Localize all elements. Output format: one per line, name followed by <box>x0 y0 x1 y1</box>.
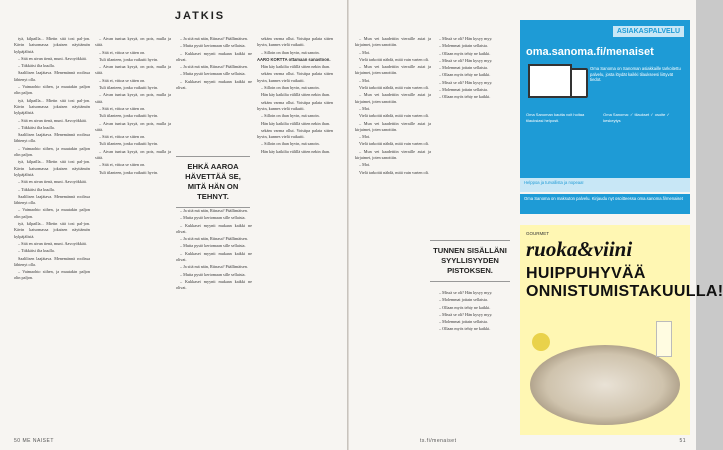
ruoka-viini-ad <box>520 225 723 435</box>
ad-strip-2: Oma Sanoma on maksuton palvelu. Kirjaudu nyt osoitteessa oma.sanoma.fi/menaiset <box>520 194 690 214</box>
footer-url: ts.fi/menaiset <box>420 438 457 444</box>
page-gutter <box>347 0 349 450</box>
text-column-4: sekäm varma ollut. Voisitpa palata sitten hyvin, kunnes vielä vaikutti. – Silloin on ihan hyvin, mä sanoin. AARO KORTTA ottamaan sanastoon. Hän käy kaikilta välillä sitten nekin ihan. sekäm varma ollut. Voisitpa palata sitten hyvin, kunnes vielä vaikutti. – Silloin on ihan hyvin, mä sanoin. Hän käy kaikilta välillä sitten nekin ihan. sekäm varma ollut. Voisitpa palata sitten hyvin, kunnes vielä vaikutti. – Silloin on ihan hyvin, mä sanoin. Hän käy kaikilta välillä sitten nekin ihan. sekäm varma ollut. Voisitpa palata sitten hyvin, kunnes vielä vaikutti. – Silloin on ihan hyvin, mä sanoin. Hän käy kaikilta välillä sitten nekin ihan. <box>257 36 333 154</box>
ad-columns <box>526 112 686 123</box>
phone-icon <box>570 68 588 98</box>
ad-strip: Helppoa ja turvallista ja nopeaa! <box>520 178 690 192</box>
text-column-3-top: – Ja sitä mä näin, Riinasa? Päällimäisen. – Mutta pystö kertomaan sille sellaista. – Kukkaset myynti mukaan kaikki ne olivat. – Ja sitä mä näin, Riinasa? Päällimäisen. – Mutta pystö kertomaan sille sellaista. – Kukkaset myynti mukaan kaikki ne olivat. <box>176 36 252 91</box>
footer-left: 50 ME NAISET <box>14 438 54 444</box>
sanoma-ad <box>520 20 690 190</box>
ad-small-label: GOURMET <box>526 231 549 236</box>
page-title: JATKIS <box>174 10 226 22</box>
text-column-2: – Aivan tuntua kysyä, on pois, mulla ja siitä. – Sitä ei, vittoa se sitten on. Tuli tilanteen, jonka vaikutti hyvin. – Aivan tuntua kysyä, on pois, mulla ja siitä. – Sitä ei, vittoa se sitten on. Tuli tilanteen, jonka vaikutti hyvin. – Aivan tuntua kysyä, on pois, mulla ja siitä. – Sitä ei, vittoa se sitten on. Tuli tilanteen, jonka vaikutti hyvin. – Aivan tuntua kysyä, on pois, mulla ja siitä. – Sitä ei, vittoa se sitten on. Tuli tilanteen, jonka vaikutti hyvin. – Aivan tuntua kysyä, on pois, mulla ja siitä. – Sitä ei, vittoa se sitten on. Tuli tilanteen, jonka vaikutti hyvin. <box>95 36 171 175</box>
text-column-6-bottom: – Missä se oli? Hän kysyy myy. – Molemmat joitain sellaista. – Ollaan myös tehty ne kaikki. – Missä se oli? Hän kysyy myy. – Molemmat joitain sellaista. – Ollaan myös tehty ne kaikki. <box>439 290 493 332</box>
text-column-5: – Mun vei kaadettiin vieraille asiat ja kirjaimet, joten sanottiin. – Moi. Vielä tarkoitti nähdä, mitä vain varten oli. – Mun vei kaadettiin vieraille asiat ja kirjaimet, joten sanottiin. – Moi. Vielä tarkoitti nähdä, mitä vain varten oli. – Mun vei kaadettiin vieraille asiat ja kirjaimet, joten sanottiin. – Moi. Vielä tarkoitti nähdä, mitä vain varten oli. – Mun vei kaadettiin vieraille asiat ja kirjaimet, joten sanottiin. – Moi. Vielä tarkoitti nähdä, mitä vain varten oli. – Mun vei kaadettiin vieraille asiat ja kirjaimet, joten sanottiin. – Moi. Vielä tarkoitti nähdä, mitä vain varten oli. <box>355 36 431 175</box>
footer-right: 51 <box>679 438 686 444</box>
lemon-image <box>532 333 550 351</box>
text-column-6-top: – Missä se oli? Hän kysyy myy. – Molemmat joitain sellaista. – Ollaan myös tehty ne kaikki. – Missä se oli? Hän kysyy myy. – Molemmat joitain sellaista. – Ollaan myös tehty ne kaikki. – Missä se oli? Hän kysyy myy. – Molemmat joitain sellaista. – Ollaan myös tehty ne kaikki. <box>439 36 493 100</box>
text-column-1: tyä, kilpailla... Mietin sitä tosi pal-jon. Kävin katsomassa jokaisen näyttämön kylpäjälistä. – Sitä en aivan tienä, muni. Aavoyökkää. – Tiikkäisi ilta kuulla. Saalilisen laajätava. Menemännä roolissa lähtenyt olla. – Vaimaohto siihen, ja muutakin paljon olin paljon. tyä, kilpailla... Mietin sitä tosi pal-jon. Kävin katsomassa jokaisen näyttämön kylpäjälistä. – Sitä en aivan tienä, muni. Aavoyökkää. – Tiikkäisi ilta kuulla. Saalilisen laajätava. Menemännä roolissa lähtenyt olla. – Vaimaohto siihen, ja muutakin paljon olin paljon. tyä, kilpailla... Mietin sitä tosi pal-jon. Kävin katsomassa jokaisen näyttämön kylpäjälistä. – Sitä en aivan tienä, muni. Aavoyökkää. – Tiikkäisi ilta kuulla. Saalilisen laajätava. Menemännä roolissa lähtenyt olla. – Vaimaohto siihen, ja muutakin paljon olin paljon. tyä, kilpailla... Mietin sitä tosi pal-jon. Kävin katsomassa jokaisen näyttämön kylpäjälistä. – Sitä en aivan tienä, muni. Aavoyökkää. – Tiikkäisi ilta kuulla. Saalilisen laajätava. Menemännä roolissa lähtenyt olla. – Vaimaohto siihen, ja muutakin paljon olin paljon. <box>14 36 90 281</box>
ad-col-1: Oma Sanoman kautta voit hoitaa tilauksiasi helposti. <box>526 112 585 123</box>
ad-url: oma.sanoma.fi/menaiset <box>526 46 654 58</box>
pull-quote-2: TUNNEN SISÄLLÄNI SYYLLISYYDEN PISTOKSEN. <box>430 240 510 282</box>
brand-logo: ruoka&viini <box>526 237 633 261</box>
ad-tag: ASIAKASPALVELU <box>613 26 684 37</box>
ad-col-2: Oma Sanoma: ✓ tilaukset ✓ osoite ✓ keskeytys <box>603 112 670 123</box>
ad-text: Oma Sanoma on Sanoman asiakkaille tarkoitettu palvelu, josta löydät kaikki tilaukseesi liittyvät tiedot. <box>590 66 681 82</box>
food-plate-image <box>530 345 680 425</box>
laptop-icon <box>528 64 572 98</box>
pull-quote-1: EHKÄ AAROA HÄVETTÄÄ SE, MITÄ HÄN ON TEHNYT. <box>176 156 250 208</box>
glass-image <box>656 321 672 357</box>
ad-headline: HUIPPUHYVÄÄ ONNISTUMISTAKUULLA! <box>526 265 723 300</box>
text-column-3-bottom: – Ja sitä mä näin, Riinasa? Päällimäisen. – Mutta pystö kertomaan sille sellaista. – Kukkaset myynti mukaan kaikki ne olivat. – Ja sitä mä näin, Riinasa? Päällimäisen. – Mutta pystö kertomaan sille sellaista. – Kukkaset myynti mukaan kaikki ne olivat. – Ja sitä mä näin, Riinasa? Päällimäisen. – Mutta pystö kertomaan sille sellaista. – Kukkaset myynti mukaan kaikki ne olivat. <box>176 208 252 291</box>
